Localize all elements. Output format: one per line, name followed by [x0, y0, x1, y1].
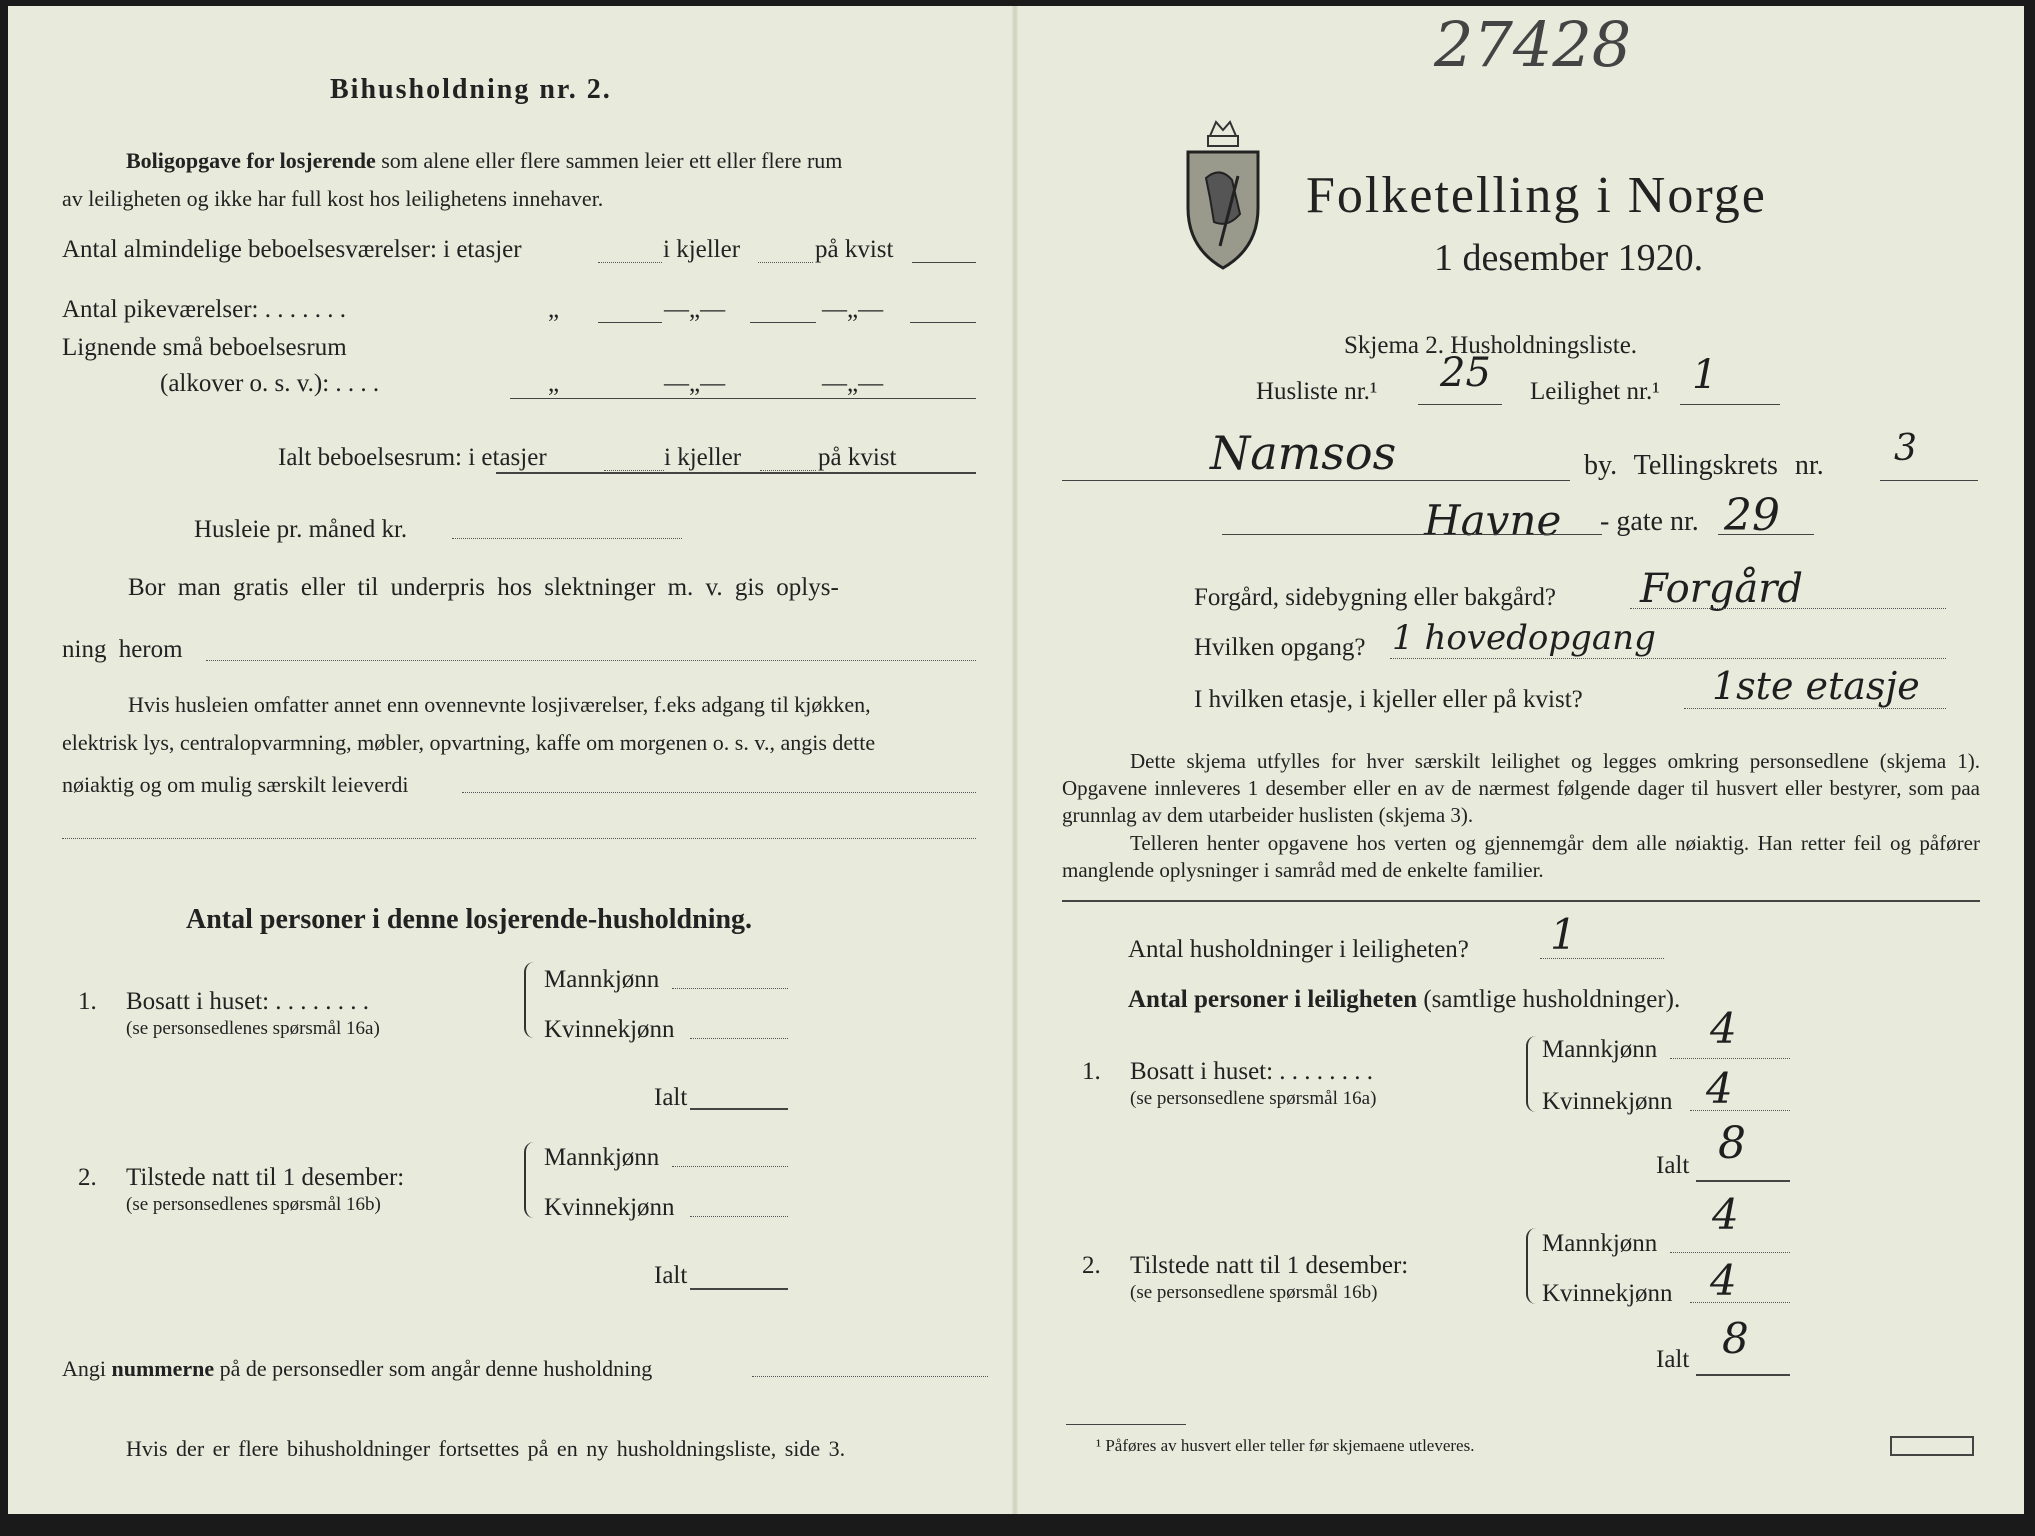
households-line: [1540, 958, 1664, 959]
r-q1-note: (se personsedlene spørsmål 16a): [1130, 1088, 1377, 1109]
footnote: ¹ Påføres av husvert eller teller før skjemaene utleveres.: [1096, 1436, 1475, 1455]
l-q2-total-line[interactable]: [690, 1288, 788, 1290]
households-value[interactable]: 1: [1550, 910, 1577, 959]
rooms-etasje-line[interactable]: [598, 262, 662, 263]
persons-heading: Antal personer i denne losjerende-husholdning.: [186, 904, 753, 935]
extra-line-1: Hvis husleien omfatter annet enn ovennevnte losjiværelser, f.eks adgang til kjøkken,: [128, 692, 871, 717]
r-q1-female-value[interactable]: 4: [1706, 1064, 1733, 1113]
husliste-value[interactable]: 25: [1440, 350, 1491, 396]
rooms-cellar-line[interactable]: [758, 262, 813, 263]
l-q1-female: Kvinnekjønn: [544, 1016, 675, 1043]
intro-bold: Boligopgave for losjerende: [126, 148, 376, 173]
total-rooms-underline: [496, 472, 976, 474]
rent-label: Husleie pr. måned kr.: [194, 516, 408, 543]
by-label: by. Tellingskrets nr.: [1584, 450, 1824, 481]
r-q1-female: Kvinnekjønn: [1542, 1088, 1673, 1115]
intro-line-1: [126, 148, 842, 174]
r-q2-female-line: [1690, 1302, 1790, 1303]
total-etasje-line[interactable]: [604, 470, 664, 471]
l-q2-num: 2.: [78, 1164, 97, 1191]
maid-line-3[interactable]: [910, 322, 976, 323]
l-q2-male-line[interactable]: [672, 1166, 788, 1167]
alcove-ditto: „: [548, 370, 560, 397]
left-heading: Bihusholdning nr. 2.: [330, 74, 612, 105]
l-q1-female-line[interactable]: [690, 1038, 788, 1039]
r-q1-male-line: [1670, 1058, 1790, 1059]
r-q1-female-line: [1690, 1110, 1790, 1111]
alcove-ditto-3: —„—: [822, 370, 884, 397]
l-q2-female: Kvinnekjønn: [544, 1194, 675, 1221]
floor-label: I hvilken etasje, i kjeller eller på kvist?: [1194, 686, 1583, 713]
l-q2-total: Ialt: [654, 1262, 688, 1289]
r-q2-female: Kvinnekjønn: [1542, 1280, 1673, 1307]
rooms-attic: på kvist: [815, 236, 894, 263]
entrance-line: [1390, 658, 1946, 659]
husliste-line: [1418, 404, 1502, 405]
l-q1-label: Bosatt i huset: . . . . . . . .: [126, 988, 370, 1015]
maid-ditto: „: [548, 296, 560, 323]
form-date: 1 desember 1920.: [1434, 237, 1704, 279]
total-cellar-line[interactable]: [760, 470, 816, 471]
left-footer: Hvis der er flere bihusholdninger fortsettes på en ny husholdningsliste, side 3.: [126, 1436, 846, 1461]
info-paragraph-1: Dette skjema utfylles for hver særskilt leilighet og legges omkring personsedlene (skjema 1). Opgavene innleveres 1 desember eller en av de nærmest følgende dager til husvert eller bestyrer, som paa grunnlag av dem utarbeider huslisten (skjema 3).: [1062, 749, 1980, 827]
l-q2-brace: [524, 1142, 538, 1218]
schema-label: Skjema 2. Husholdningsliste.: [1344, 332, 1638, 359]
extra-line-fill[interactable]: [462, 792, 976, 793]
total-cellar: i kjeller: [664, 444, 742, 471]
gate-value[interactable]: 29: [1724, 490, 1780, 541]
maid-line-2[interactable]: [750, 322, 816, 323]
free-rent-line[interactable]: [206, 660, 976, 661]
leilighet-value[interactable]: 1: [1692, 352, 1718, 398]
numbers-line[interactable]: [752, 1376, 988, 1377]
building-value[interactable]: Forgård: [1640, 566, 1803, 612]
rooms-label: Antal almindelige beboelsesværelser: i etasjer: [62, 236, 522, 263]
gate-line: [1718, 534, 1814, 535]
intro-rest: som alene eller flere sammen leier ett eller flere rum: [381, 148, 843, 173]
l-q1-male-line[interactable]: [672, 988, 788, 989]
l-q1-total-line[interactable]: [690, 1108, 788, 1110]
building-label: Forgård, sidebygning eller bakgård?: [1194, 584, 1556, 611]
r-q1-total: Ialt: [1656, 1152, 1690, 1179]
r-q2-male-value[interactable]: 4: [1712, 1190, 1739, 1239]
rent-line[interactable]: [452, 538, 682, 539]
l-q1-num: 1.: [78, 988, 97, 1015]
floor-value[interactable]: 1ste etasje: [1712, 664, 1920, 708]
maid-ditto-2: —„—: [664, 296, 726, 323]
r-q2-num: 2.: [1082, 1252, 1101, 1279]
r-q1-total-line: [1696, 1180, 1790, 1182]
building-line: [1630, 608, 1946, 609]
leilighet-label: Leilighet nr.¹: [1530, 378, 1660, 405]
r-q1-male-value[interactable]: 4: [1710, 1004, 1737, 1053]
footnote-rule: [1066, 1424, 1186, 1425]
maid-rooms-label: Antal pikeværelser: . . . . . . .: [62, 296, 346, 323]
r-q1-total-value[interactable]: 8: [1718, 1118, 1746, 1169]
form-title: Folketelling i Norge: [1306, 167, 1767, 224]
krets-value[interactable]: 3: [1894, 428, 1917, 469]
leilighet-line: [1680, 404, 1780, 405]
info-paragraph-2: Telleren henter opgavene hos verten og gjennemgår dem alle nøiaktig. Han retter feil og påfører manglende oplysninger i samråd med de enkelte familier.: [1062, 831, 1980, 882]
numbers-label: Angi nummerne på de personsedler som angår denne husholdning: [62, 1356, 653, 1381]
r-q1-num: 1.: [1082, 1058, 1101, 1085]
free-rent-label-2: ning herom: [62, 636, 183, 663]
r-q2-total-value[interactable]: 8: [1722, 1314, 1749, 1363]
l-q2-label: Tilstede natt til 1 desember:: [126, 1164, 405, 1191]
l-q2-note: (se personsedlenes spørsmål 16b): [126, 1194, 381, 1215]
printer-stamp-icon: [1890, 1436, 1974, 1456]
krets-line: [1880, 480, 1978, 481]
street-value[interactable]: Havne: [1424, 496, 1562, 545]
street-line: [1222, 534, 1602, 535]
entrance-value[interactable]: 1 hovedopgang: [1392, 618, 1656, 658]
town-value[interactable]: Namsos: [1210, 426, 1397, 480]
alcove-ditto-2: —„—: [664, 370, 726, 397]
persons-label: Antal personer i leiligheten (samtlige husholdninger).: [1128, 986, 1681, 1013]
extra-line-3: nøiaktig og om mulig særskilt leieverdi: [62, 772, 409, 797]
r-q1-label: Bosatt i huset: . . . . . . . .: [1130, 1058, 1374, 1085]
maid-ditto-3: —„—: [822, 296, 884, 323]
info-divider: [1062, 900, 1980, 902]
maid-line-1[interactable]: [598, 322, 662, 323]
alcove-line[interactable]: [510, 398, 976, 399]
extra-line-fill-2[interactable]: [62, 838, 976, 839]
r-q2-label: Tilstede natt til 1 desember:: [1130, 1252, 1409, 1279]
households-label: Antal husholdninger i leiligheten?: [1128, 936, 1469, 963]
r-q2-female-value[interactable]: 4: [1710, 1256, 1737, 1305]
r-q2-brace: [1526, 1228, 1540, 1304]
r-q2-male: Mannkjønn: [1542, 1230, 1658, 1257]
coat-of-arms-icon: [1180, 118, 1266, 281]
r-q1-brace: [1526, 1036, 1540, 1112]
husliste-label: Husliste nr.¹: [1256, 378, 1378, 405]
floor-line: [1684, 708, 1946, 709]
page-fold: [1012, 6, 1018, 1514]
rooms-attic-line[interactable]: [912, 262, 976, 263]
intro-line-2: av leiligheten og ikke har full kost hos leilighetens innehaver.: [62, 186, 604, 211]
free-rent-label: Bor man gratis eller til underpris hos slektninger m. v. gis oplys-: [128, 574, 839, 601]
l-q1-brace: [524, 962, 538, 1038]
r-q1-male: Mannkjønn: [1542, 1036, 1658, 1063]
total-rooms-label: Ialt beboelsesrum: i etasjer: [278, 444, 547, 471]
l-q1-note: (se personsedlenes spørsmål 16a): [126, 1018, 380, 1039]
r-q2-male-line: [1670, 1252, 1790, 1253]
l-q2-female-line[interactable]: [690, 1216, 788, 1217]
alcoves-label: (alkover o. s. v.): . . . .: [160, 370, 380, 397]
archive-number: 27428: [1434, 8, 1632, 81]
r-q2-total-line: [1696, 1374, 1790, 1376]
r-q2-note: (se personsedlene spørsmål 16b): [1130, 1282, 1378, 1303]
l-q2-male: Mannkjønn: [544, 1144, 660, 1171]
town-line: [1062, 480, 1570, 481]
total-attic: på kvist: [818, 444, 897, 471]
entrance-label: Hvilken opgang?: [1194, 634, 1366, 661]
rooms-cellar: i kjeller: [663, 236, 741, 263]
r-q2-total: Ialt: [1656, 1346, 1690, 1373]
l-q1-total: Ialt: [654, 1084, 688, 1111]
similar-rooms-label: Lignende små beboelsesrum: [62, 334, 347, 361]
gate-label: - gate nr.: [1600, 506, 1699, 537]
extra-line-2: elektrisk lys, centralopvarmning, møbler, opvartning, kaffe om morgenen o. s. v., angis dette: [62, 730, 876, 755]
l-q1-male: Mannkjønn: [544, 966, 660, 993]
